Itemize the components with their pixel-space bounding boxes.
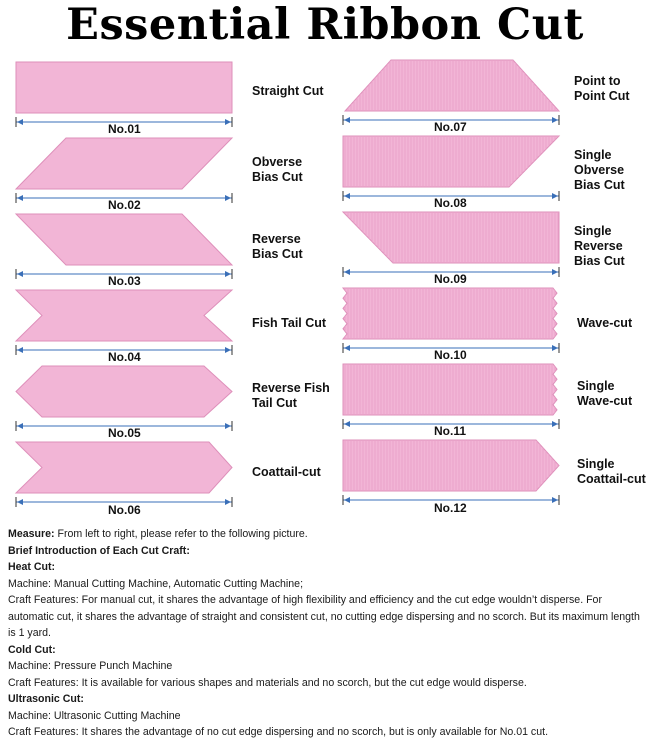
cut-label: Reverse Fish Tail Cut	[252, 381, 330, 410]
ribbon-body	[16, 138, 232, 189]
heat-cut-features: Craft Features: For manual cut, it shares the advantage of high flexibility and efficiency and the cut edge wouldn’t disperse. For automatic cut, it shares the advantage of straight and consistent cut, no cutting edge dispersing and no scorch. But its maximum length is 1 yard.	[8, 594, 640, 639]
cut-label: Coattail-cut	[252, 465, 321, 479]
cut-number: No.06	[108, 503, 141, 517]
ribbon-straight-cut	[14, 60, 236, 130]
ribbon-body	[16, 290, 232, 341]
cut-number: No.01	[108, 122, 141, 136]
cold-cut-machine: Machine: Pressure Punch Machine	[8, 660, 173, 672]
cold-cut-features: Craft Features: It is available for various shapes and materials and no scorch, but the cut edge would disperse.	[8, 676, 527, 689]
ribbon-point-to-point-cut	[341, 58, 563, 128]
ribbon-single-reverse-bias-cut	[341, 210, 563, 280]
cut-number: No.08	[434, 196, 467, 210]
cut-number: No.10	[434, 348, 467, 362]
ribbon-body	[16, 442, 232, 493]
ultrasonic-cut-machine: Machine: Ultrasonic Cutting Machine	[8, 709, 181, 722]
cut-number: No.02	[108, 198, 141, 212]
cut-number: No.12	[434, 501, 467, 515]
cut-label: Single Obverse Bias Cut	[574, 148, 625, 192]
ribbon-body	[16, 214, 232, 265]
cut-label: Fish Tail Cut	[252, 316, 327, 330]
cut-number: No.09	[434, 272, 467, 286]
ribbon-body	[16, 366, 232, 417]
cut-label: Straight Cut	[252, 84, 324, 98]
cut-label: Single Wave-cut	[577, 379, 633, 408]
ribbon-body	[345, 60, 559, 111]
ribbon-single-wave-cut	[341, 362, 563, 432]
heat-cut-heading: Heat Cut:	[8, 561, 56, 573]
cut-number: No.11	[434, 424, 467, 438]
cut-label: Obverse Bias Cut	[252, 155, 303, 184]
cut-number: No.04	[108, 350, 141, 364]
cut-label: Reverse Bias Cut	[252, 232, 303, 261]
cut-label: Single Coattail-cut	[577, 457, 646, 486]
measure-text: From left to right, please refer to the following picture.	[57, 528, 308, 540]
ribbon-fish-tail-cut	[14, 288, 236, 358]
page-title: Essential Ribbon Cut	[66, 0, 584, 50]
ribbon-reverse-fish-tail-cut	[14, 364, 236, 434]
cold-cut-heading: Cold Cut:	[8, 643, 56, 656]
ribbon-body	[16, 62, 232, 113]
cut-label: Single Reverse Bias Cut	[574, 224, 625, 268]
cut-number: No.03	[108, 274, 141, 288]
cut-number: No.07	[434, 120, 467, 134]
measure-label: Measure:	[8, 528, 55, 540]
ribbon-reverse-bias-cut	[14, 212, 236, 282]
cut-label: Wave-cut	[577, 316, 633, 330]
cut-label: Point to Point Cut	[574, 74, 630, 103]
ribbon-coattail-cut	[14, 440, 236, 510]
ultrasonic-cut-features: Craft Features: It shares the advantage of no cut edge dispersing and no scorch, but is only available for No.01 cut.	[8, 726, 549, 738]
ribbon-obverse-bias-cut	[14, 136, 236, 206]
brief-heading: Brief Introduction of Each Cut Craft:	[8, 544, 190, 557]
measure-line	[8, 526, 644, 543]
ultrasonic-cut-heading: Ultrasonic Cut:	[8, 693, 84, 705]
cut-craft-info	[8, 526, 644, 741]
heat-cut-machine: Machine: Manual Cutting Machine, Automatic Cutting Machine;	[8, 577, 304, 590]
cut-number: No.05	[108, 426, 141, 440]
ribbon-single-obverse-bias-cut	[341, 134, 563, 204]
ribbon-single-coattail-cut	[341, 438, 563, 508]
ribbon-wave-cut	[341, 286, 563, 356]
